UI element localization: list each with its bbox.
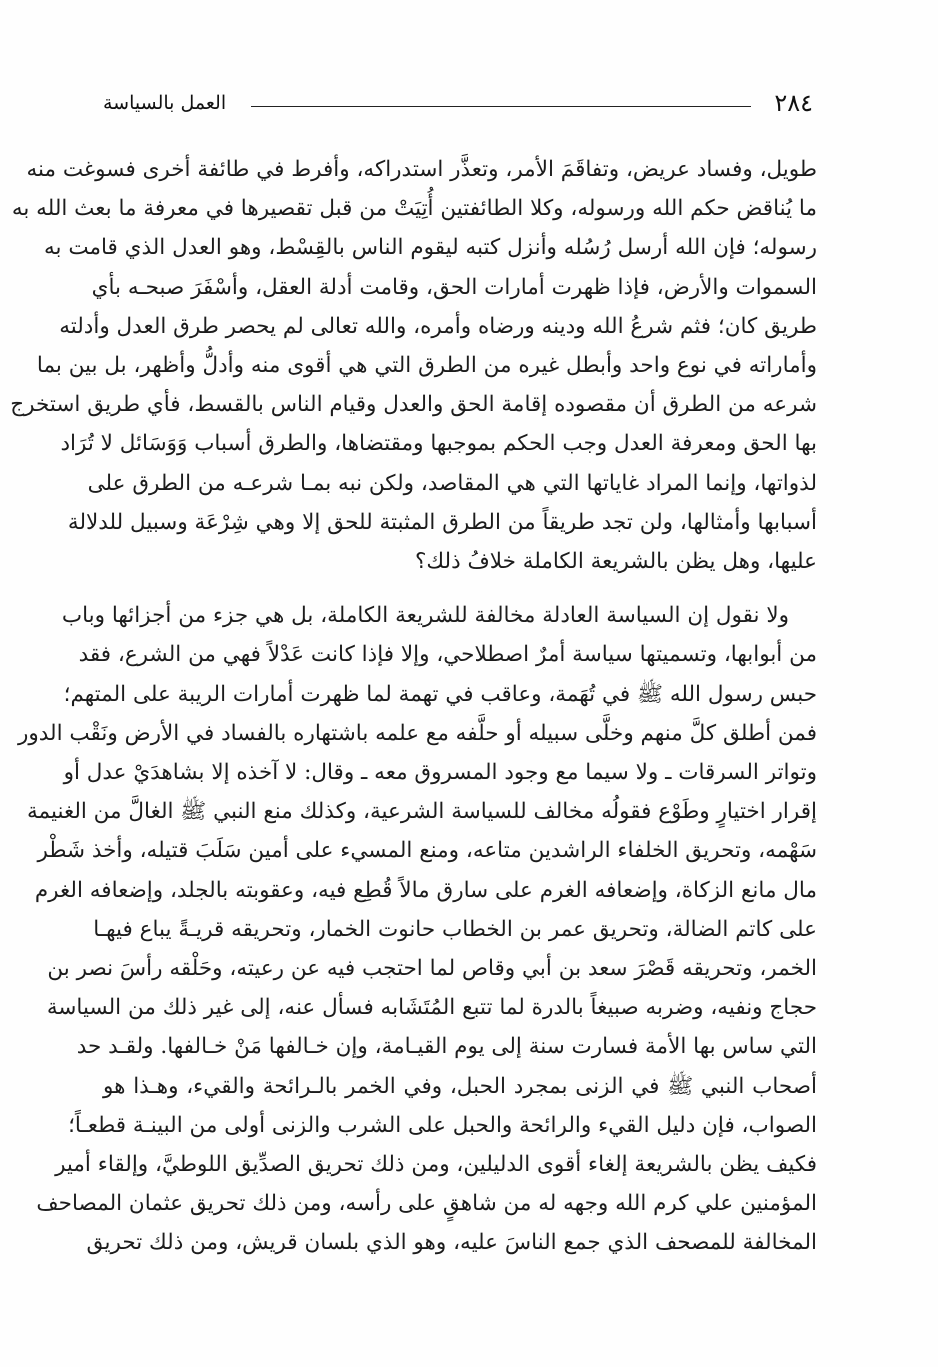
- text-line: رسوله؛ فإن الله أرسل رُسُله وأنزل كتبه ليقوم الناس بالقِسْط، وهو العدل الذي قامت به: [43, 235, 817, 261]
- text-line: وأماراته في نوع واحد وأبطل غيره من الطرق التي هي أقوى منه وأدلُّ وأظهر، بل بين بما: [36, 353, 817, 379]
- text-line: طويل، وفساد عريض، وتفاقَمَ الأمر، وتعذَّر استدراكه، وأفرط في طائفة أخرى فسوغت منه: [26, 157, 817, 182]
- text-line: وتواتر السرقات ـ ولا سيما مع وجود المسروق معه ـ وقال: لا آخذه إلا بشاهدَيْ عدل أو: [63, 760, 817, 786]
- text-line: التي ساس بها الأمة فسارت سنة إلى يوم القيـامة، وإن خـالفها مَنْ خـالفها. ولقـد حد: [76, 1034, 817, 1060]
- text-line: شرعه من الطرق أن مقصوده إقامة الحق والعدل وقيام الناس بالقسط، فأي طريق استخرج: [10, 392, 817, 418]
- text-line: فمن أطلق كلَّ منهم وخلَّى سبيله أو حلَّفه مع علمه باشتهاره بالفساد في الأرض ونَقْب الدور: [18, 720, 817, 746]
- text-line: طريق كان؛ فثم شرعُ الله ودينه ورضاه وأمره، والله تعالى لم يحصر طرق العدل وأدلته: [59, 313, 817, 339]
- text-line: فكيف يظن بالشريعة إلغاء أقوى الدليلين، ومن ذلك تحريق الصدِّيق اللوطيَّ، وإلقاء أمير: [55, 1152, 817, 1178]
- text-line: حبس رسول الله ﷺ في تُهَمة، وعاقب في تهمة لما ظهرت أمارات الريبة على المتهم؛: [63, 681, 817, 707]
- header-rule: [251, 106, 751, 107]
- text-line: المخالفة للمصحف الذي جمع الناسَ عليه، وهو الذي بلسان قريش، ومن ذلك تحريق: [86, 1230, 817, 1256]
- text-line: سَهْمه، وتحريق الخلفاء الراشدين متاعه، ومنع المسيء على أمين سَلَبَ قتيله، وأخذ شَطْر: [37, 838, 817, 864]
- text-line: على كاتم الضالة، وتحريق عمر بن الخطاب حانوت الخمار، وتحريقه قريـةً يباع فيهـا: [93, 916, 817, 942]
- page-number: ٢٨٤: [774, 89, 813, 117]
- text-line: أسبابها وأمثالها، ولن تجد طريقاً من الطرق المثبتة للحق إلا وهي شِرْعَة وسبيل للدلالة: [67, 509, 817, 535]
- text-line: الخمر، وتحريقه قَصْرَ سعد بن أبي وقاص لما احتجب فيه عن رعيته، وحَلْقه رأسَ نصر بن: [47, 956, 817, 982]
- text-line: الصواب، فإن دليل القيء والرائحة والحبل على الشرب والزنى أولى من البينـة قطعـاً؛: [68, 1112, 817, 1138]
- text-line: بها الحق ومعرفة العدل وجب الحكم بموجبها ومقتضاها، والطرق أسباب وَوَسَائل لا تُرَاد: [60, 431, 817, 457]
- text-line: المؤمنين علي كرم الله وجهه له من شاهقٍ على رأسه، ومن ذلك تحريق عثمان المصاحف: [36, 1191, 817, 1217]
- text-line: لذواتها، وإنما المراد غاياتها التي هي المقاصد، ولكن نبه بمـا شرعـه من الطرق على: [87, 470, 817, 496]
- text-line: عليها، وهل يظن بالشريعة الكاملة خلافُ ذلك؟: [414, 549, 817, 575]
- running-title: العمل بالسياسة: [103, 92, 227, 114]
- text-line: ما يُناقض حكم الله ورسوله، وكلا الطائفتين أُتِيَتْ من قبل تقصيرها في معرفة ما بعث الله به: [11, 196, 817, 222]
- text-line: السموات والأرض، فإذا ظهرت أمارات الحق، وقامت أدلة العقل، وأسْفَرَ صبحـه بأي: [91, 274, 817, 300]
- text-line: ولا نقول إن السياسة العادلة مخالفة للشريعة الكاملة، بل هي جزء من أجزائها وباب: [61, 603, 789, 629]
- text-line: أصحاب النبي ﷺ في الزنى بمجرد الحبل، وفي الخمر بالـرائحة والقيء، وهـذا هو: [103, 1073, 817, 1099]
- page-header: [103, 88, 813, 118]
- text-line: حجاج ونفيه، وضربه صبيغاً بالدرة لما تتبع المُتَشَابه فسأل عنه، إلى غير ذلك من السياسة: [46, 995, 817, 1021]
- body-text: [10, 150, 817, 1263]
- paragraph-1: [10, 150, 817, 581]
- paragraph-2: [18, 596, 817, 1262]
- text-line: إقرار اختيارٍ وطَوْع فقولُه مخالف للسياسة الشرعية، وكذلك منع النبي ﷺ الغالَّ من الغنيمة: [27, 799, 817, 825]
- text-line: من أبوابها، وتسميتها سياسة أمرٌ اصطلاحي، وإلا فإذا كانت عَدْلاً فهي من الشرع، فقد: [78, 642, 817, 668]
- text-line: مال مانع الزكاة، وإضعافه الغرم على سارق مالاً قُطِع فيه، وعقوبته بالجلد، وإضعافه الغرم: [34, 877, 817, 903]
